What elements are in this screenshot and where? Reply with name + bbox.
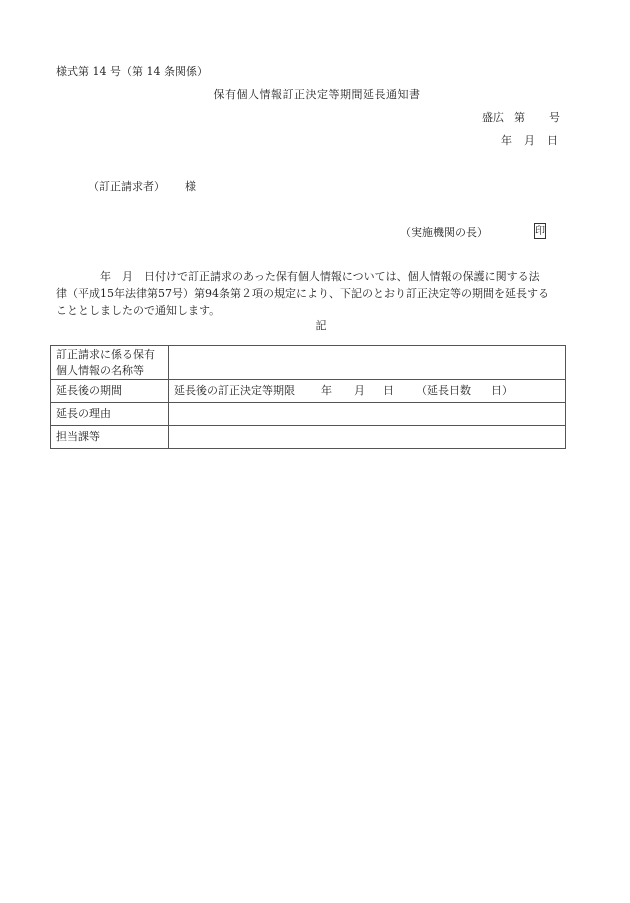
seal-stamp-box: 印	[534, 223, 546, 239]
period-year: 年	[321, 384, 332, 397]
recipient-label: （訂正請求者）	[88, 180, 165, 193]
table-row	[51, 426, 566, 449]
reference-dai: 第	[514, 111, 525, 124]
reference-number	[482, 112, 560, 123]
details-table	[50, 345, 566, 449]
row-label-reason: 延長の理由	[51, 403, 169, 426]
notice-body	[56, 268, 576, 319]
recipient-honorific: 様	[185, 180, 196, 193]
form-number: 様式第 14 号（第 14 条関係）	[56, 65, 208, 78]
ki-heading: 記	[315, 319, 327, 332]
table-row	[51, 380, 566, 403]
body-line-3: こととしましたので通知します。	[56, 304, 221, 317]
row-value-period	[169, 380, 566, 403]
row-value-department	[169, 426, 566, 449]
extension-days-close: 日）	[491, 384, 513, 397]
row-label-department: 担当課等	[51, 426, 169, 449]
reference-go: 号	[549, 111, 560, 124]
date-year: 年	[501, 134, 512, 147]
extension-days-open: （延長日数	[416, 384, 471, 397]
sender: （実施機関の長）	[400, 226, 488, 239]
row-label-period: 延長後の期間	[51, 380, 169, 403]
date-day: 日	[547, 134, 558, 147]
issue-date	[501, 135, 558, 146]
table-row	[51, 403, 566, 426]
table-row	[51, 346, 566, 380]
row-label-info-name: 訂正請求に係る保有 個人情報の名称等	[51, 346, 169, 380]
reference-prefix: 盛広	[482, 111, 504, 124]
period-prefix: 延長後の訂正決定等期限	[174, 384, 295, 397]
period-month: 月	[354, 384, 365, 397]
recipient	[88, 181, 196, 192]
row-value-reason	[169, 403, 566, 426]
period-day: 日	[383, 384, 394, 397]
body-line-2: 律（平成15年法律第57号）第94条第２項の規定により、下記のとおり訂正決定等の期間を延長する	[56, 287, 549, 300]
row-value-info-name	[169, 346, 566, 380]
body-line-1: 年 月 日付けで訂正請求のあった保有個人情報については、個人情報の保護に関する法	[100, 270, 540, 283]
date-month: 月	[524, 134, 535, 147]
document-title: 保有個人情報訂正決定等期間延長通知書	[213, 88, 421, 101]
